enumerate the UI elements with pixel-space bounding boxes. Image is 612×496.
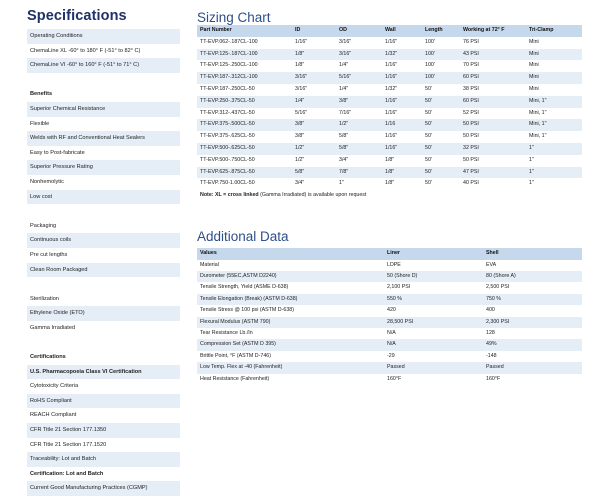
spec-item: ChemaLine XL -60° to 180° F (-51° to 82° C) [30,47,141,54]
specifications-title: Specifications [27,8,127,24]
table-row [197,167,582,179]
sizing-chart-title: Sizing Chart [197,10,271,25]
table-row [197,72,582,84]
table-cell: 1/16 [382,119,422,131]
table-cell: Low Temp. Flex at -40 (Fahrenheit) [197,362,384,373]
table-cell: 7/16" [339,109,352,116]
table-cell: 5/16" [336,72,382,84]
table-cell: 100' [425,38,435,45]
table-cell: 50 (Shore D) [384,271,483,282]
table-cell: 5/8" [336,143,382,155]
table-cell: 49% [483,339,582,350]
spec-item: Traceability: Lot and Batch [27,452,180,467]
table-cell: 3/16" [339,38,352,45]
spec-item: Welds with RF and Conventional Heat Sealers [27,131,180,146]
table-cell: 3/8" [336,96,382,108]
spec-item: ChemaLine VI -60° to 160° F (-51° to 71° C) [27,58,180,73]
table-cell: 50' [425,85,432,92]
table-cell: TT-EVP.500-.625CL-50 [197,143,292,155]
table-cell: 50' [425,180,432,187]
column-header: Working at 72° F [460,25,526,37]
table-cell: 43 PSI [460,49,526,61]
table-cell: 1/4" [339,62,349,69]
spacer [27,277,180,292]
sizing-header-row [197,25,582,37]
table-row [197,339,582,350]
table-cell: Tensile Strength, Yield (ASME D-638) [200,284,289,291]
table-cell: TT-EVP.125-.187CL-100 [197,49,292,61]
spec-item: RoHS Compliant [27,394,180,409]
spec-item: Continuous coils [27,233,180,248]
spec-item: U.S. Pharmacopoeia Class VI Certification [27,365,180,380]
table-row [197,37,582,49]
table-cell: Mini [529,38,539,45]
table-cell: TT-EVP.062-.187CL-100 [200,38,258,45]
table-cell: TT-EVP.375-.500CL-50 [197,119,292,131]
table-cell: 50' [422,96,460,108]
spec-item: Certification: Lot and Batch [30,470,104,477]
table-cell: TT-EVP.187-.312CL-100 [197,72,292,84]
table-cell: 100' [422,72,460,84]
table-cell: 50' [425,133,432,140]
table-row [197,374,582,385]
spec-item: REACH Compliant [30,412,77,419]
table-cell: TT-EVP.312-.437CL-50 [200,109,255,116]
sizing-note-bold: Note: XL = cross linked [200,192,259,199]
table-cell: 50 PSI [463,156,479,163]
table-cell: TT-EVP.125-.250CL-100 [200,62,258,69]
table-row [197,271,582,282]
table-cell: 50 PSI [460,119,526,131]
table-row [197,351,582,362]
specifications-list [27,29,180,496]
table-cell: Flexural Modulus (ASTM 790) [197,317,384,328]
spec-item: Packaging [30,222,57,229]
table-row [197,60,582,72]
table-cell: 2,500 PSI [486,284,510,291]
table-cell: 750 % [483,294,582,305]
table-row [197,305,582,316]
table-cell: 38 PSI [463,85,479,92]
table-cell: 1/8" [385,180,395,187]
table-cell: Heat Resistance (Fahrenheit) [200,375,270,382]
table-cell: 1/16" [385,109,398,116]
table-cell: TT-EVP.375-.625CL-50 [200,133,255,140]
table-row [197,282,582,293]
table-cell: Tensile Elongation (Break) (ASTM D-638) [197,294,384,305]
table-cell: 40 PSI [463,180,479,187]
table-row [197,96,582,108]
table-cell: -148 [486,352,497,359]
column-header: Values [197,248,384,259]
table-cell: 1/16" [382,96,422,108]
table-cell: Mini [526,72,582,84]
table-cell: 100' [422,49,460,61]
table-cell: 1/4" [339,85,349,92]
table-cell: TT-EVP.187-.250CL-50 [200,85,255,92]
table-cell: 160°F [486,375,501,382]
table-cell: 5/8" [339,133,349,140]
table-cell: Brittle Point, °F (ASTM D-746) [200,352,271,359]
table-cell: 50 PSI [463,133,479,140]
table-cell: Compression Set (ASTM D 395) [197,339,384,350]
table-cell: TT-EVP.500-.750CL-50 [200,156,255,163]
table-cell: 1/8" [295,62,305,69]
table-cell: 3/16" [295,85,308,92]
table-cell: 1/32" [385,85,398,92]
spec-item: Current Good Manufacturing Practices (CGMP) [27,481,180,496]
column-header: Tri-Clamp [526,25,582,37]
table-cell: 80 (Shore A) [483,271,582,282]
table-cell: 1/2" [295,156,305,163]
table-cell: 50' [422,143,460,155]
table-cell: 5/8" [292,167,336,179]
table-cell: Mini [526,49,582,61]
table-cell: 50' [425,109,432,116]
spec-item: CFR Title 21 Section 177.1520 [30,441,107,448]
table-cell: 1/16" [382,72,422,84]
table-cell: 1/4" [292,96,336,108]
tables-column [197,10,582,385]
table-cell: 128 [486,330,495,336]
spec-item: Ethylene Oxide (ETO) [27,306,180,321]
table-cell: 7/8" [336,167,382,179]
table-cell: 1" [526,167,582,179]
table-row [197,155,582,167]
table-cell: 32 PSI [460,143,526,155]
table-cell: 2,300 PSI [483,317,582,328]
table-cell: 1/16" [295,38,308,45]
table-cell: 550 % [384,294,483,305]
specifications-column [27,8,180,496]
table-cell: 1/32" [382,49,422,61]
column-header: Wall [382,25,422,37]
sizing-note [197,190,582,201]
spacer [27,73,180,88]
table-cell: Tear Resistance Lb./In [200,330,253,336]
table-row [197,131,582,143]
table-cell: 1" [529,180,534,187]
table-cell: Mini, 1" [529,133,547,140]
table-cell: EVA [486,261,497,268]
table-cell: 1/8" [382,167,422,179]
table-cell: 52 PSI [463,109,479,116]
table-cell: 1/8" [292,49,336,61]
table-cell: LDPE [387,261,401,268]
table-cell: 5/16" [295,109,308,116]
table-cell: TT-EVP.625-.875CL-50 [197,167,292,179]
table-cell: 3/16" [292,72,336,84]
table-cell: 1/2" [336,119,382,131]
table-cell: 160°F [387,375,402,382]
table-cell: 50' [422,119,460,131]
table-cell: 70 PSI [463,62,479,69]
table-cell: Mini [529,62,539,69]
spec-item: Cytotoxicity Criteria [30,383,79,390]
table-row [197,362,582,373]
table-cell: 1/16" [382,143,422,155]
column-header: OD [336,25,382,37]
additional-data-table [197,248,582,385]
spec-item: Gamma Irradiated [30,324,76,331]
table-cell: 28,500 PSI [384,317,483,328]
spec-item: Easy to Post-fabricate [30,149,85,156]
table-row [197,328,582,339]
column-header: Liner [384,248,483,259]
table-row [197,178,582,190]
table-cell: 1" [529,156,534,163]
column-header: Part Number [197,25,292,37]
spec-item: Pre cut lengths [30,251,68,258]
table-cell: Mini, 1" [526,96,582,108]
spacer [27,335,180,350]
table-cell: 1/16" [385,38,398,45]
spec-item: Nonhemolytic [30,178,64,185]
table-cell: Mini, 1" [526,119,582,131]
table-cell: 3/16" [336,49,382,61]
table-cell: 400 [486,307,495,314]
spacer [27,204,180,219]
table-cell: Durometer (55EC,ASTM D2240) [197,271,384,282]
table-cell: Tensile Stress @ 100 psi (ASTM D-638) [200,307,294,314]
table-row [197,143,582,155]
table-cell: Passed [384,362,483,373]
section-heading: Benefits [30,91,53,98]
table-cell: -29 [387,352,395,359]
spec-item: Flexible [30,120,50,127]
section-heading: Certifications [30,354,66,361]
table-row [197,49,582,61]
spec-item: Sterilization [30,295,59,302]
table-cell: 3/8" [292,119,336,131]
additional-header-row [197,248,582,259]
column-header: ID [292,25,336,37]
table-cell: 1" [339,180,344,187]
table-cell: N/A [384,339,483,350]
table-cell: Mini [529,85,539,92]
table-cell: 1/2" [292,143,336,155]
column-header: Length [422,25,460,37]
table-cell: 60 PSI [460,96,526,108]
spec-item: CFR Title 21 Section 177.1350 [27,423,180,438]
spec-item: Superior Chemical Resistance [27,102,180,117]
table-cell: 2,100 PSI [387,284,411,291]
table-cell: 1/16" [385,62,398,69]
table-cell: Mini, 1" [529,109,547,116]
table-cell: 420 [387,307,396,314]
table-cell: 50' [425,156,432,163]
table-cell: 50' [422,167,460,179]
sizing-note-text: (Gamma Irradiated) is available upon request [258,192,367,199]
table-row [197,294,582,305]
table-cell: 1/16" [385,133,398,140]
table-cell: TT-EVP.250-.375CL-50 [197,96,292,108]
additional-data-title: Additional Data [197,229,289,245]
table-cell: 60 PSI [460,72,526,84]
table-cell: 1" [526,143,582,155]
spec-item: Operating Conditions [27,29,180,44]
table-cell: N/A [387,330,396,336]
table-cell: 47 PSI [460,167,526,179]
table-cell: Passed [483,362,582,373]
spec-item: Clean Room Packaged [27,263,180,278]
table-cell: 3/8" [295,133,305,140]
table-cell: TT-EVP.750-1.00CL-50 [200,180,255,187]
spec-item: Low cost [27,190,180,205]
table-cell: Material [200,261,219,268]
column-header: Shell [483,248,582,259]
sizing-chart-table [197,25,582,190]
table-row [197,260,582,271]
table-cell: 1/8" [385,156,395,163]
table-row [197,119,582,131]
spec-item: Superior Pressure Rating [27,160,180,175]
table-cell: 3/4" [295,180,305,187]
table-cell: 3/4" [339,156,349,163]
table-row [197,108,582,120]
table-row [197,317,582,328]
table-cell: 76 PSI [463,38,479,45]
table-cell: 100' [425,62,435,69]
table-row [197,84,582,96]
